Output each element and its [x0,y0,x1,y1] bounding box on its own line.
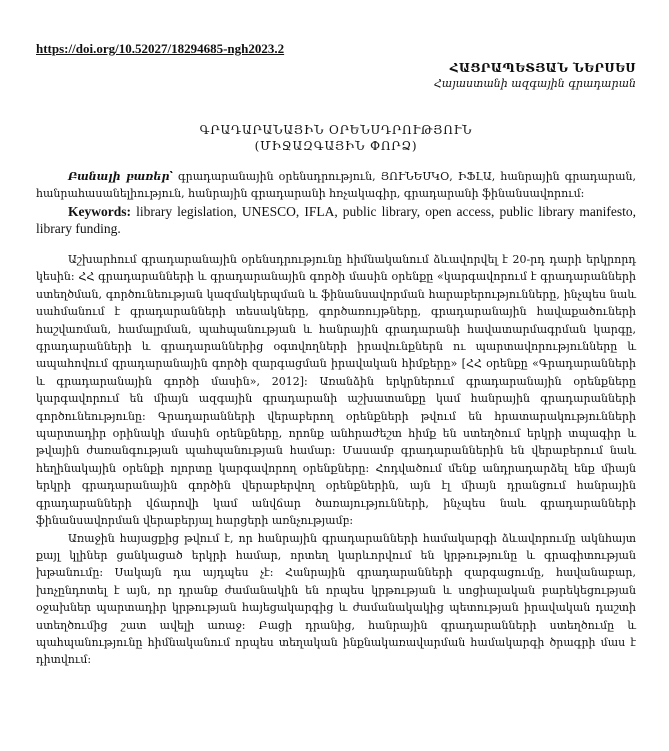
title-line-2: (ՄԻՋԱԶԳԱՅԻՆ ՓՈՐՁ) [254,139,418,153]
paragraph-2: Առաջին հայացքից թվում է, որ հանրային գրադարանների համակարգի ձևավորումը ակնհայտ քայլ կլիներ ցանկացած երկրի համար, որտեղ կարևորվում են կրթությունը և գրագիտության խթանումը: Սակայն դա այդպես չէ: Հանրային գրադարանների զարգացումը, հավանաբար, խոչընդոտել է այն, որ դրանք ժամանակին են որպես կրթության և սոցիալական բարեկեցության օջախներ պարտադիր կրթության հայեցակարգից և ժամանակակից պետության իրավական դաշտի ստեղծումից շատ ավելի առաջ: Բացի դրանից, հանրային գրադարանների ստեղծումը և պահպանությունը հիմնականում որպես տեղական ինքնակառավարման համակարգի ծրագրի մաս է դիտվում: [36,531,636,667]
keywords-en-label: Keywords: [68,204,131,219]
title-line-1: ԳՐԱԴԱՐԱՆԱՅԻՆ ՕՐԵՆՍԴՐՈՒԹՅՈՒՆ [199,123,473,137]
keywords-armenian [36,168,636,202]
keywords-en-text: library legislation, UNESCO, IFLA, public library, open access, public library manifesto, library funding. [36,204,636,236]
document-page [36,38,636,669]
article-title [36,122,636,154]
keywords-english [36,203,636,237]
doi-link[interactable]: https://doi.org/10.52027/18294685-ngh2023.2 [36,41,285,56]
keywords-hy-text: գրադարանային օրենսդրություն, ՅՈՒՆԵՍԿՕ, ԻՖԼԱ, հանրային գրադարան, հանրահասանելիություն, հանրային գրադարանի հռչակագիր, գրադարանի ֆինանսավորում: [36,170,636,200]
keywords-hy-label: Բանալի բառեր՝ [68,170,173,183]
author-affiliation: Հայաստանի ազգային գրադարան [433,77,636,90]
paragraph-1: Աշխարհում գրադարանային օրենսդրությունը հիմնականում ձևավորվել է 20-րդ դարի երկրորդ կեսին: ՀՀ գրադարանների և գրադարանային գործի մասին օրենքը «կարգավորում է գրադարանների ստեղծման, գործունեության կազմակերպման և ֆինանսավորման հարաբերությունները, ինչպես նաև սահմանում է գրադարանների տեսակները, գործառույթները, գրադարանային հավաքածուների հաշվառման, համալրման, պահպանության և հանրային գրադարանի հավատարմագրման կարգը, գրադարանների և գրադարաններից օգտվողների իրավունքներն ու պարտավորությունները և ապահովում գրադարանային գործի զարգացման իրավական հիմքերը» [ՀՀ օրենքը «Գրադարանների և գրադարանային գործի մասին», 2012]: Առանձին երկրներում գրադարանային օրենքները կարգավորում են միայն ազգային գրադարանի աշխատանքը կամ հանրային գրադարանների գործունեությունը: Գրադարանների վերաբերող օրենքների թվում են հրատարակությունների պարտադիր օրինակի մասին օրենքները, որոնք անհրաժեշտ հիմք են ստեղծում երկրի տպագիր և թվային ժառանգության պահպանության համար: Մասամբ գրադարաններին են վերաբերում նաև հեղինակային օրենքի ոլորտը կարգավորող օրենքները: Հոդվածում մենք անդրադարձել ենք միայն երկրի գրադարանային գործին վերաբերվող օրենքներին, այն էլ միայն դրանցում հանրային գրադարանների վճարովի կամ անվճար ծառայությունների, ինչպես նաև գրադարանների ֆինանսավորման վերաբերյալ հարցերի առնչությամբ: [36,253,636,528]
author-name: ՀԱՑՐԱՊԵՏՅԱՆ ՆԵՐՍԵՍ [449,61,636,75]
article-body [36,251,636,669]
